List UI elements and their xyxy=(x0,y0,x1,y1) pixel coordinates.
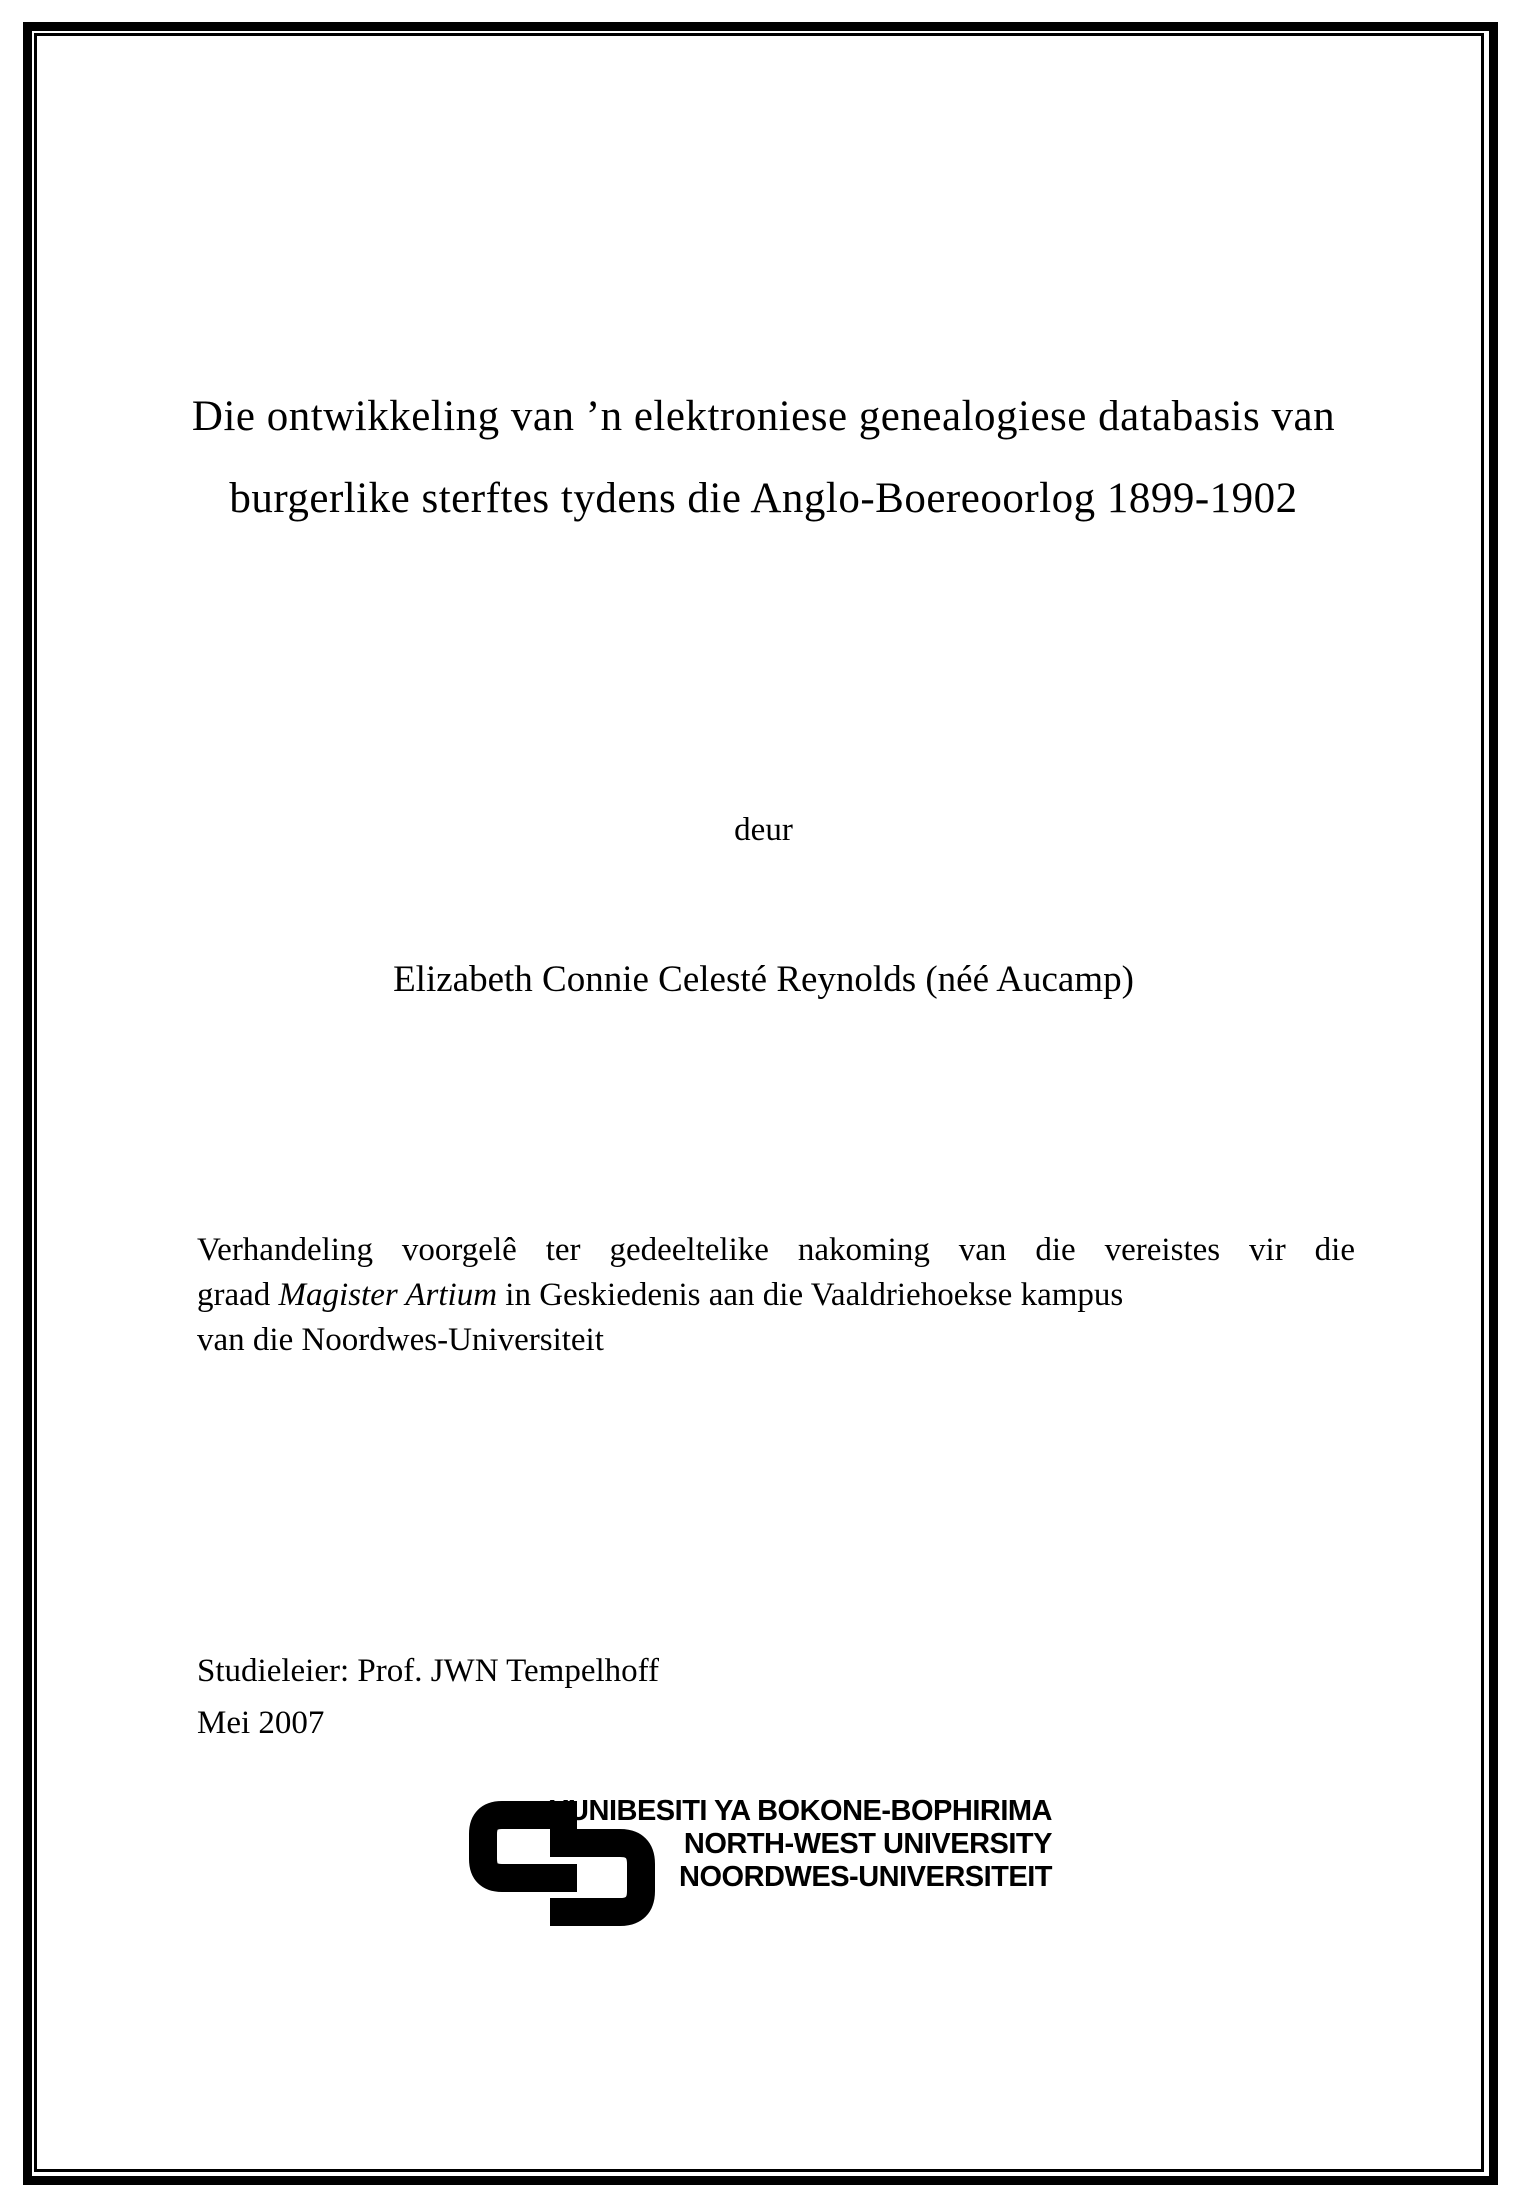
author-name: Elizabeth Connie Celesté Reynolds (néé Aucamp) xyxy=(393,959,1134,1000)
thesis-title-line-1: Die ontwikkeling van ’n elektroniese genealogiese databasis van xyxy=(191,393,1336,440)
byline-deur: deur xyxy=(734,812,793,848)
thesis-title xyxy=(90,376,1437,540)
university-logo-text xyxy=(549,1795,1052,1894)
university-name-english: NORTH-WEST UNIVERSITY xyxy=(683,1828,1052,1860)
university-logo xyxy=(460,1793,1052,1945)
degree-name-italic: Magister Artium xyxy=(278,1277,498,1313)
degree-statement-line-2-post: in Geskiedenis aan die Vaaldriehoekse kampus xyxy=(497,1277,1124,1313)
degree-statement xyxy=(197,1228,1355,1363)
university-name-setswana: YUNIBESITI YA BOKONE-BOPHIRIMA xyxy=(549,1795,1052,1827)
date-line: Mei 2007 xyxy=(197,1705,325,1741)
degree-statement-line-3: van die Noordwes-Universiteit xyxy=(197,1322,604,1358)
university-name-afrikaans: NOORDWES-UNIVERSITEIT xyxy=(679,1861,1052,1893)
degree-statement-line-1: Verhandeling voorgelê ter gedeeltelike nakoming van die vereistes vir die xyxy=(197,1232,1355,1268)
supervisor-block xyxy=(197,1645,659,1749)
degree-statement-line-2 xyxy=(197,1273,1355,1318)
supervisor-line: Studieleier: Prof. JWN Tempelhoff xyxy=(197,1653,660,1689)
thesis-title-line-2: burgerlike sterftes tydens die Anglo-Boereoorlog 1899-1902 xyxy=(229,475,1298,522)
degree-statement-line-2-pre: graad xyxy=(197,1277,279,1313)
